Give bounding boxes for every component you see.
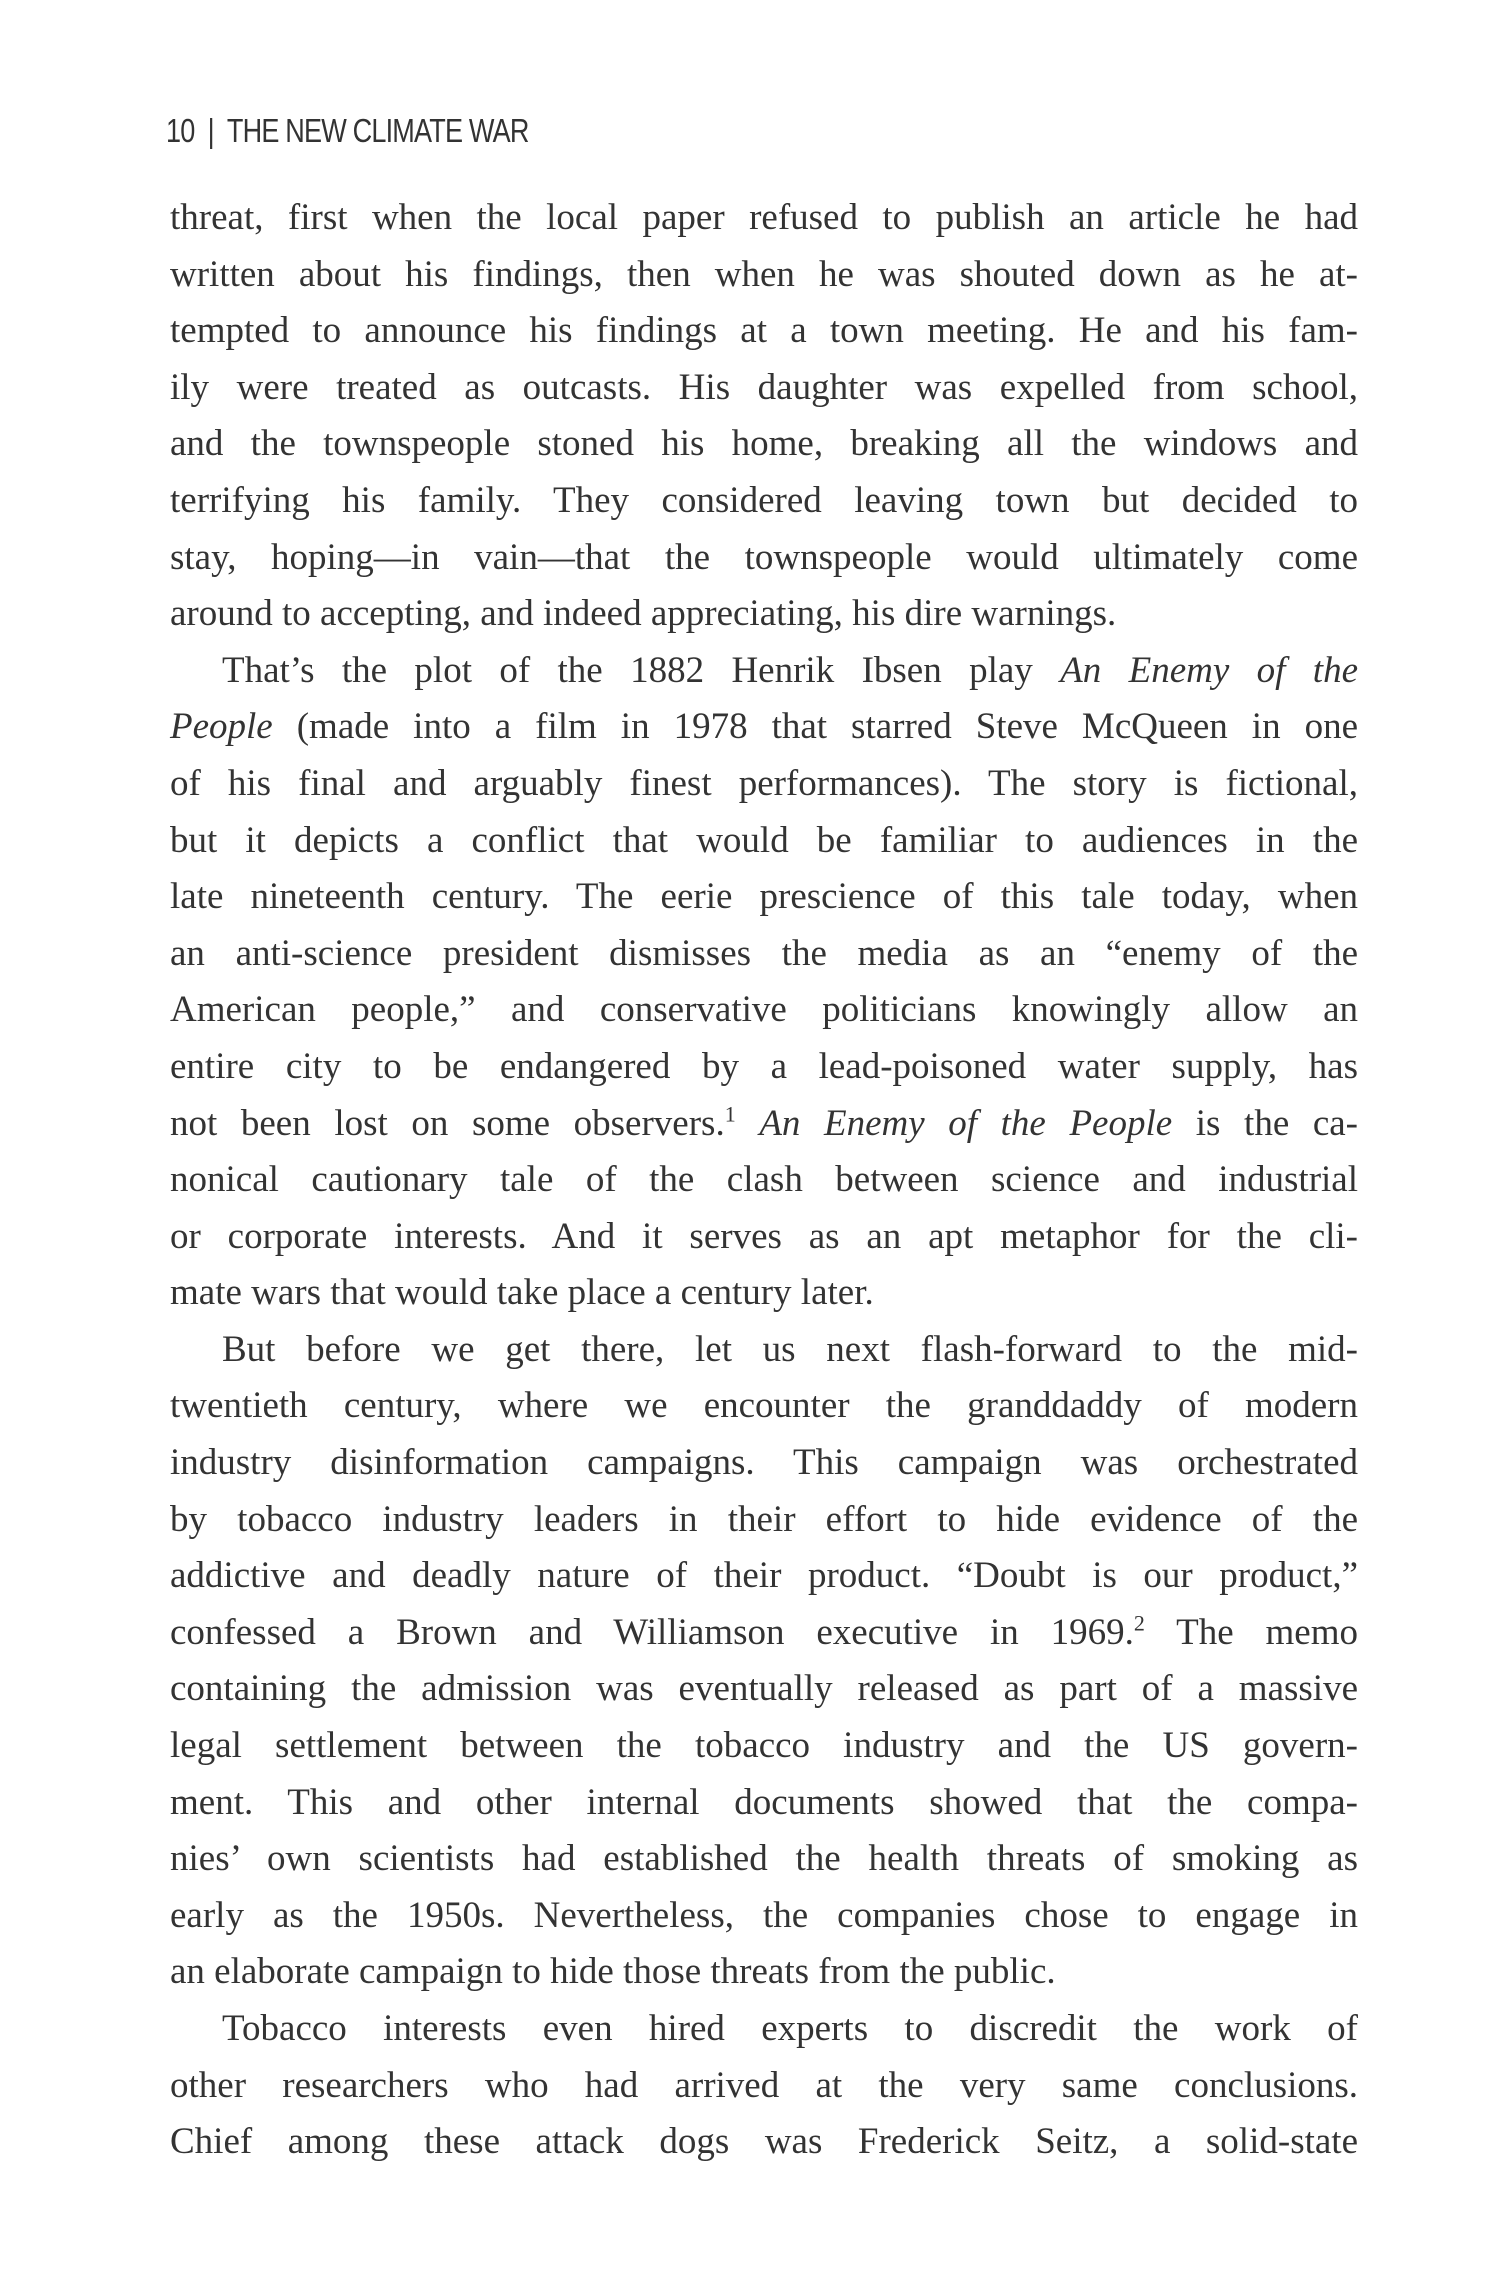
text-segment: written about his findings, then when he was shouted down as he at-: [170, 253, 1358, 295]
text-segment: nies’ own scientists had established the health threats of smoking as: [170, 1838, 1358, 1880]
text-segment: American people,” and conservative politicians knowingly allow an: [170, 989, 1358, 1031]
text-line: [170, 2001, 1358, 2058]
text-segment: not been lost on some observers.: [170, 1102, 725, 1144]
text-line: [170, 1435, 1358, 1492]
text-line: [170, 1661, 1358, 1718]
text-segment: tempted to announce his findings at a town meeting. He and his fam-: [170, 310, 1358, 352]
header-separator: |: [207, 112, 214, 149]
text-segment: stay, hoping—in vain—that the townspeople would ultimately come: [170, 536, 1358, 578]
text-line: [170, 756, 1358, 813]
text-segment: and the townspeople stoned his home, breaking all the windows and: [170, 423, 1358, 465]
text-line: [170, 473, 1358, 530]
text-line: [170, 2114, 1358, 2171]
text-line: [170, 813, 1358, 870]
text-segment: other researchers who had arrived at the very same conclusions.: [170, 2064, 1358, 2106]
text-line: [170, 1378, 1358, 1435]
text-segment: That’s the plot of the 1882 Henrik Ibsen play: [222, 649, 1061, 691]
text-line: [170, 247, 1358, 304]
text-line: [170, 699, 1358, 756]
text-segment: confessed a Brown and Williamson executive in 1969.: [170, 1611, 1134, 1653]
text-segment: legal settlement between the tobacco industry and the US govern-: [170, 1725, 1358, 1767]
text-line: [170, 2058, 1358, 2115]
text-segment: But before we get there, let us next flash-forward to the mid-: [222, 1328, 1358, 1370]
text-segment: but it depicts a conflict that would be familiar to audiences in the: [170, 819, 1358, 861]
text-segment: an anti-science president dismisses the media as an “enemy of the: [170, 932, 1358, 974]
text-line: [170, 1831, 1358, 1888]
text-segment: of his final and arguably finest performances). The story is fictional,: [170, 762, 1358, 804]
text-line: [170, 1718, 1358, 1775]
text-segment: industry disinformation campaigns. This campaign was orchestrated: [170, 1442, 1358, 1484]
text-line: [170, 1888, 1358, 1945]
text-segment: an elaborate campaign to hide those threats from the public.: [170, 1951, 1056, 1993]
text-line: [170, 1265, 1358, 1322]
text-line: [170, 1775, 1358, 1832]
text-segment: ily were treated as outcasts. His daughter was expelled from school,: [170, 366, 1358, 408]
paragraph: [170, 643, 1358, 1322]
text-line: [170, 190, 1358, 247]
text-line: [170, 926, 1358, 983]
text-segment: ment. This and other internal documents showed that the compa-: [170, 1781, 1358, 1823]
text-segment: nonical cautionary tale of the clash between science and industrial: [170, 1159, 1358, 1201]
running-header: [166, 112, 529, 150]
body-text: [170, 190, 1358, 2171]
text-line: [170, 416, 1358, 473]
paragraph: [170, 1322, 1358, 2001]
text-segment: Tobacco interests even hired experts to discredit the work of: [222, 2008, 1358, 2049]
text-segment: is the ca-: [1172, 1102, 1359, 1144]
italic-title: An Enemy of the People: [759, 1102, 1173, 1144]
text-segment: threat, first when the local paper refused to publish an article he had: [170, 197, 1358, 238]
text-line: [170, 1209, 1358, 1266]
paragraph: [170, 2001, 1358, 2171]
text-line: [170, 1322, 1358, 1379]
text-segment: twentieth century, where we encounter the granddaddy of modern: [170, 1385, 1358, 1427]
text-line: [170, 530, 1358, 587]
text-line: [170, 360, 1358, 417]
text-line: [170, 1605, 1358, 1662]
footnote-marker: 2: [1133, 1610, 1145, 1636]
text-segment: The memo: [1144, 1611, 1358, 1653]
italic-title: An Enemy of the: [1060, 649, 1359, 691]
text-segment: containing the admission was eventually released as part of a massive: [170, 1668, 1358, 1710]
text-segment: [736, 1103, 760, 1144]
italic-title: People: [170, 706, 273, 748]
text-segment: terrifying his family. They considered leaving town but decided to: [170, 479, 1358, 521]
text-line: [170, 303, 1358, 360]
text-line: [170, 1039, 1358, 1096]
text-segment: around to accepting, and indeed appreciating, his dire warnings.: [170, 593, 1117, 635]
text-segment: early as the 1950s. Nevertheless, the companies chose to engage in: [170, 1894, 1358, 1936]
text-line: [170, 1548, 1358, 1605]
text-line: [170, 1096, 1358, 1153]
text-segment: mate wars that would take place a century later.: [170, 1272, 874, 1314]
text-segment: entire city to be endangered by a lead-poisoned water supply, has: [170, 1045, 1358, 1087]
text-segment: (made into a film in 1978 that starred Steve McQueen in one: [272, 706, 1358, 748]
text-segment: or corporate interests. And it serves as an apt metaphor for the cli-: [170, 1215, 1358, 1257]
text-line: [170, 1152, 1358, 1209]
text-line: [170, 643, 1358, 700]
text-segment: Chief among these attack dogs was Frederick Seitz, a solid-state: [170, 2121, 1358, 2163]
text-line: [170, 1944, 1358, 2001]
text-line: [170, 586, 1358, 643]
text-segment: addictive and deadly nature of their product. “Doubt is our product,”: [170, 1555, 1358, 1597]
text-line: [170, 1492, 1358, 1549]
book-title: THE NEW CLIMATE WAR: [226, 112, 529, 149]
text-line: [170, 869, 1358, 926]
text-segment: late nineteenth century. The eerie prescience of this tale today, when: [170, 876, 1358, 918]
text-segment: by tobacco industry leaders in their effort to hide evidence of the: [170, 1498, 1358, 1540]
text-line: [170, 982, 1358, 1039]
footnote-marker: 1: [724, 1101, 736, 1127]
page-number: 10: [166, 112, 195, 149]
paragraph: [170, 190, 1358, 643]
